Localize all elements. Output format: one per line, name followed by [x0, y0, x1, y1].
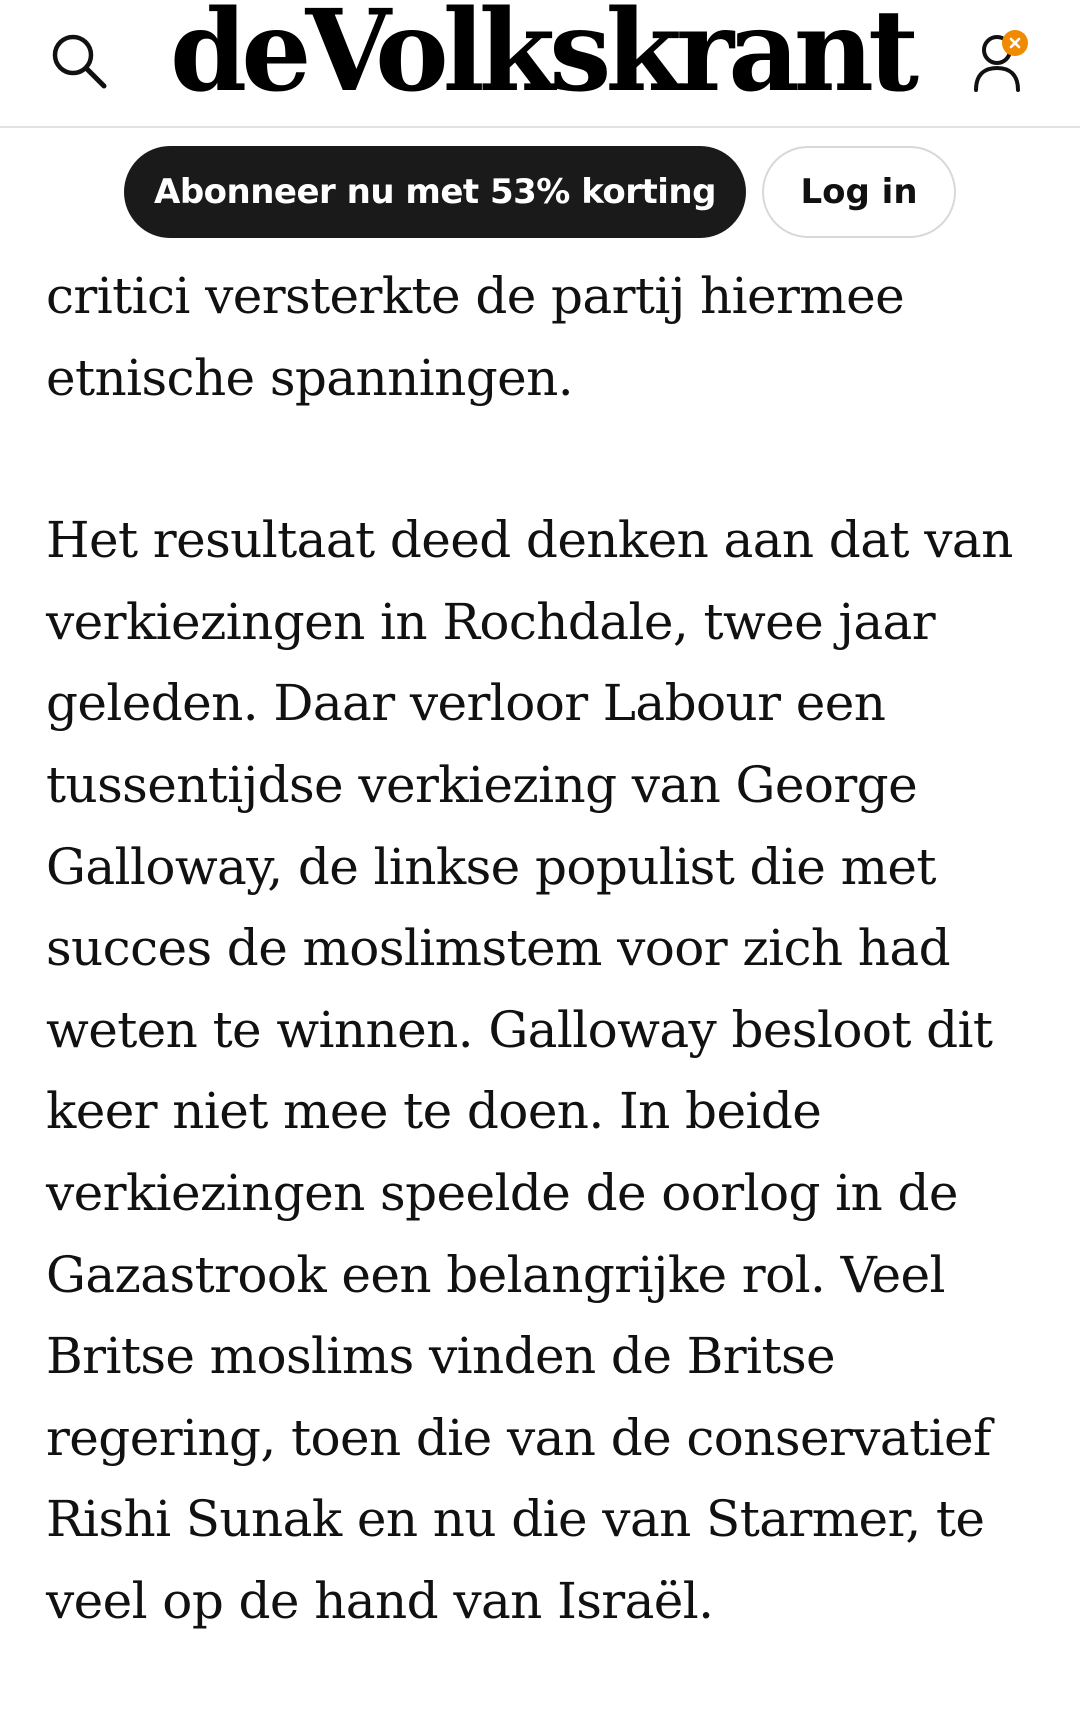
notification-badge — [1002, 30, 1028, 56]
article-paragraph: Het resultaat deed denken aan dat van verkiezingen in Rochdale, twee jaar geleden. Daar verloor Labour een tussentijdse verkiezing van George Galloway, de linkse populist die met succes de moslimstem voor zich had weten te winnen. Galloway besloot dit keer niet mee te doen. In beide verkiezingen speelde de oorlog in de Gazastrook een belangrijke rol. Veel Britse moslims vinden de Britse regering, toen die van de conservatief Rishi Sunak en nu die van Starmer, te veel op de hand van Israël. — [46, 511, 1013, 1630]
article-paragraph: critici versterkte de partij hiermee etnische spanningen. — [46, 267, 905, 407]
article-body — [46, 256, 1046, 1643]
login-button[interactable]: Log in — [762, 146, 956, 238]
account-button[interactable] — [968, 24, 1048, 104]
site-logo[interactable]: deVolkskrant — [170, 0, 914, 117]
search-icon — [48, 30, 110, 92]
cta-row — [0, 146, 1080, 242]
close-icon — [1008, 36, 1022, 50]
subscribe-button[interactable]: Abonneer nu met 53% korting — [124, 146, 746, 238]
search-button[interactable] — [44, 26, 114, 96]
site-header — [0, 0, 1080, 128]
